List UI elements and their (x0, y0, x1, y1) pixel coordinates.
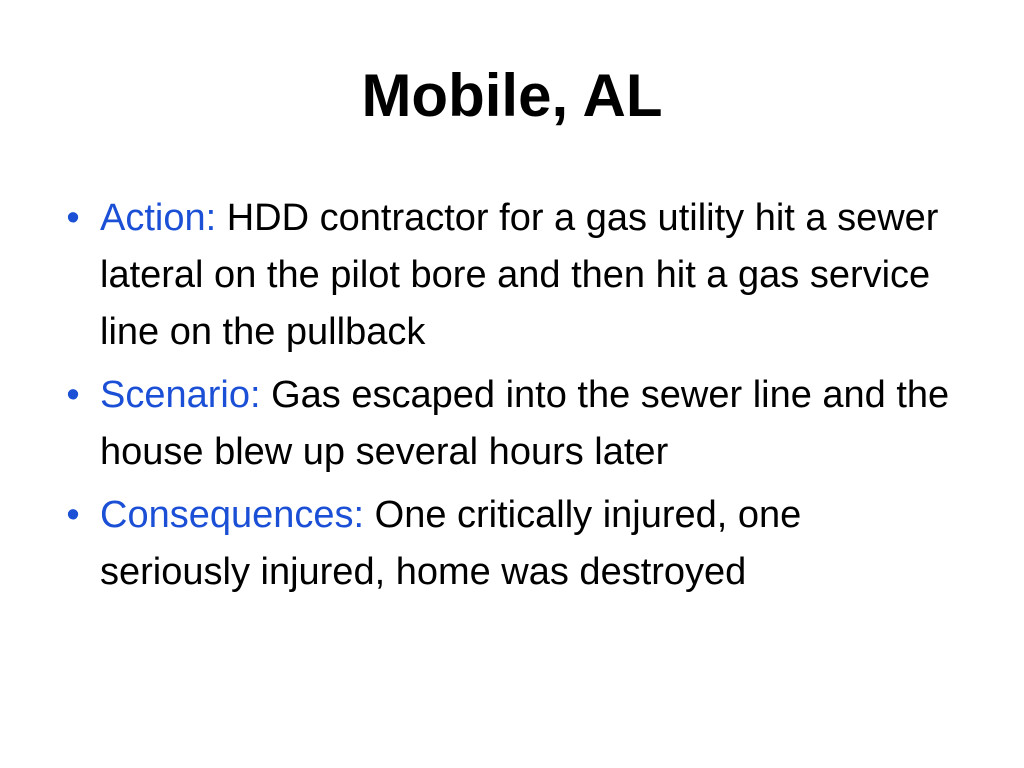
bullet-text: Gas escaped into the sewer line and the house blew up several hours later (100, 374, 950, 473)
bullet-text: HDD contractor for a gas utility hit a sewer lateral on the pilot bore and then hit a gas service line on the pullback (100, 197, 939, 353)
bullet-text: One critically injured, one seriously injured, home was destroyed (100, 494, 802, 593)
bullet-dot-icon: • (66, 197, 80, 239)
bullet-dot-icon: • (66, 494, 80, 536)
bullet-label: Action: (100, 197, 227, 239)
bullet-item-action (58, 190, 958, 361)
bullet-list (58, 190, 958, 607)
bullet-item-consequences (58, 487, 958, 601)
bullet-item-scenario (58, 367, 958, 481)
slide-title: Mobile, AL (361, 62, 663, 129)
bullet-dot-icon: • (66, 374, 80, 416)
bullet-label: Scenario: (100, 374, 272, 416)
bullet-label: Consequences: (100, 494, 375, 536)
